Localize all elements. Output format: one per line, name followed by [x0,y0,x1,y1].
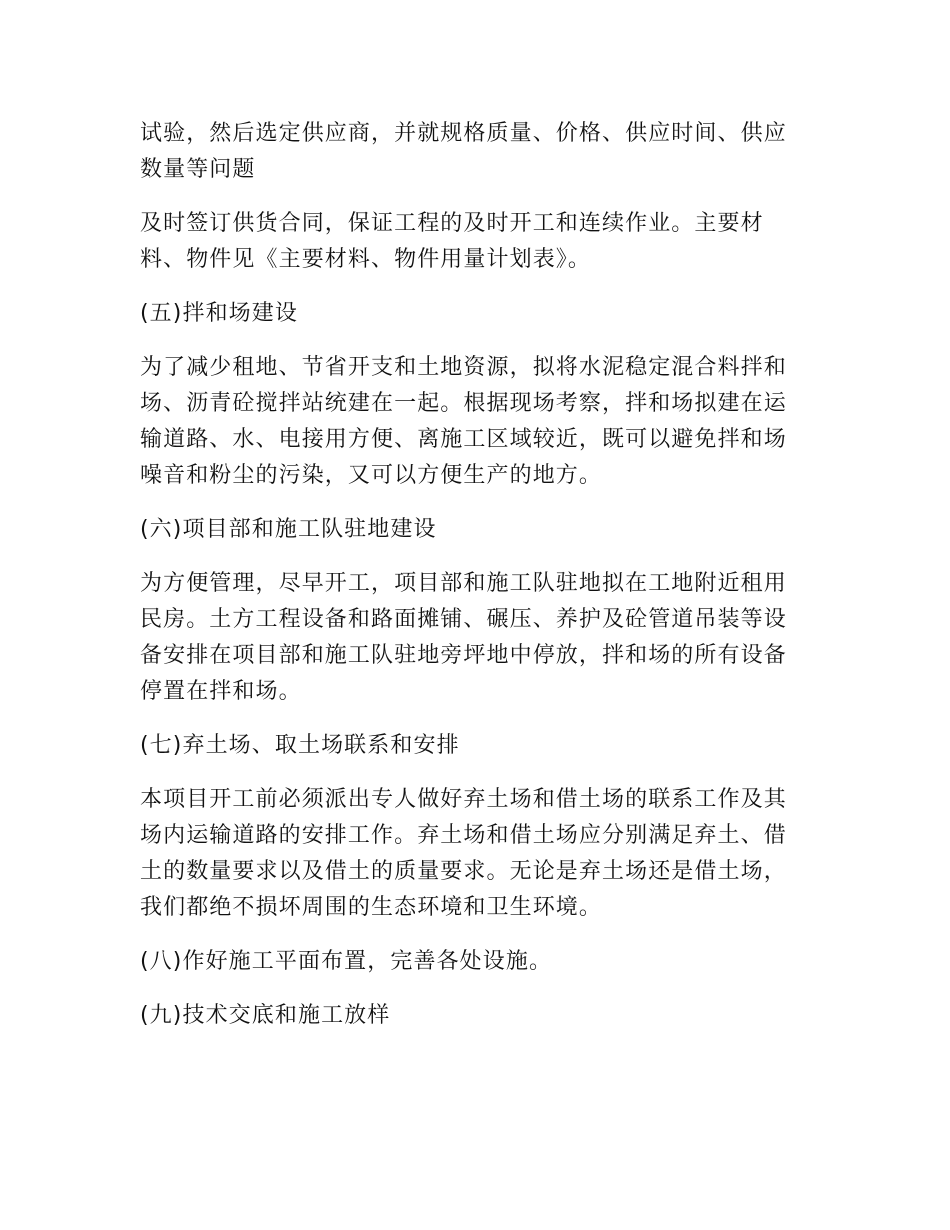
paragraph-spoil-borrow: 本项目开工前必须派出专人做好弃土场和借土场的联系工作及其场内运输道路的安排工作。弃土场和借土场应分别满足弃土、借土的数量要求以及借土的质量要求。无论是弃土场还是借土场，我们都绝不损坏周围的生态环境和卫生环境。 [140,787,787,920]
paragraph-supply-contract: 及时签订供货合同，保证工程的及时开工和连续作业。主要材料、物件见《主要材料、物件用量计划表》。 [140,211,764,272]
section-heading-mixing-plant: (五)拌和场建设 [140,301,298,326]
paragraph-supply-inspection: 试验，然后选定供应商，并就规格质量、价格、供应时间、供应数量等问题 [140,121,787,182]
paragraph-mixing-plant: 为了减少租地、节省开支和土地资源，拟将水泥稳定混合料拌和场、沥青砼搅拌站统建在一起。根据现场考察，拌和场拟建在运输道路、水、电接用方便、离施工区域较近，既可以避免拌和场噪音和粉尘的污染，又可以方便生产的地方。 [140,355,787,488]
paragraph-project-camp: 为方便管理，尽早开工，项目部和施工队驻地拟在工地附近租用民房。土方工程设备和路面摊铺、碾压、养护及砼管道吊装等设备安排在项目部和施工队驻地旁坪地中停放，拌和场的所有设备停置在拌和场。 [140,571,787,704]
document-body [140,116,808,1052]
section-heading-technical-briefing: (九)技术交底和施工放样 [140,1003,391,1028]
section-heading-site-layout: (八)作好施工平面布置，完善各处设施。 [140,949,553,974]
section-heading-project-camp: (六)项目部和施工队驻地建设 [140,517,437,542]
section-heading-spoil-borrow: (七)弃土场、取土场联系和安排 [140,733,460,758]
